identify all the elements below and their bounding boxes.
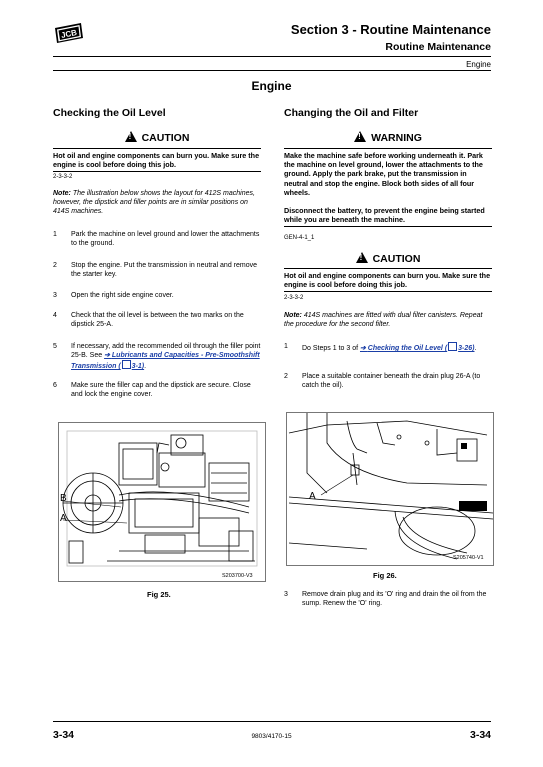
step-number: 1 — [284, 343, 288, 350]
link-page-ref[interactable]: 3-26) — [458, 345, 475, 352]
warning-triangle-icon — [125, 131, 137, 142]
warning-triangle-icon — [356, 252, 368, 263]
footer-divider — [53, 721, 491, 722]
right-step — [284, 372, 492, 392]
figure-label-b: B — [60, 493, 67, 504]
link-page-ref[interactable]: 3-1) — [131, 363, 145, 370]
link-label[interactable]: Checking the Oil Level ( — [367, 345, 448, 352]
right-caution-header — [284, 252, 492, 265]
right-heading: Changing the Oil and Filter — [284, 107, 419, 119]
step-number: 3 — [284, 591, 288, 598]
caution-label: CAUTION — [372, 253, 421, 265]
step-number: 1 — [53, 231, 57, 238]
step-number: 6 — [53, 382, 57, 389]
figure-label-a: A — [309, 491, 316, 502]
drain-plug-illustration — [287, 413, 493, 565]
note-label: Note: — [53, 190, 71, 197]
header-divider — [53, 56, 491, 57]
step-text-lead: Do Steps 1 to 3 of — [302, 345, 360, 352]
step-text: Place a suitable container beneath the drain plug 26-A (to catch the oil). — [302, 373, 481, 389]
figure-caption: Fig 26. — [373, 571, 397, 580]
right-step — [284, 590, 492, 610]
step-text: Park the machine on level ground and lower the attachments to the ground. — [71, 231, 260, 247]
left-step — [53, 261, 261, 281]
drain-plug-figure — [286, 412, 494, 566]
step-text — [302, 342, 492, 353]
step-text-lead: If necessary, add the recommended oil through the filler point 25-B. See — [71, 343, 261, 359]
jcb-logo — [53, 22, 85, 44]
book-icon — [122, 360, 131, 369]
right-warning-box — [284, 148, 492, 229]
section-title: Section 3 - Routine Maintenance — [290, 22, 491, 37]
right-caution-code: 2-3-3-2 — [284, 295, 304, 301]
step-text-tail: . — [474, 345, 477, 352]
step-number: 2 — [284, 373, 288, 380]
left-step — [53, 291, 261, 301]
link-label[interactable]: Lubricants and Capacities - Pre-Smoothshift Transmission ( — [71, 352, 260, 370]
subsection-title: Routine Maintenance — [385, 41, 491, 53]
left-step — [53, 230, 261, 250]
svg-text:JCB: JCB — [60, 28, 78, 40]
right-warning-code: GEN-4-1_1 — [284, 235, 315, 241]
note-label: Note: — [284, 312, 302, 319]
engine-illustration — [59, 423, 265, 581]
left-step — [53, 381, 261, 401]
step-text: Stop the engine. Put the transmission in neutral and remove the starter key. — [71, 262, 257, 278]
left-caution-code: 2-3-3-2 — [53, 174, 73, 180]
step-number: 4 — [53, 312, 57, 319]
figure-label-a: A — [60, 513, 67, 524]
page-number-left: 3-34 — [53, 729, 75, 741]
figure-id: S205740-V1 — [453, 555, 484, 561]
note-text: 414S machines are fitted with dual filter canisters. Repeat the procedure for the second filter. — [284, 312, 483, 328]
topic-label: Engine — [466, 60, 491, 69]
step-text — [71, 342, 261, 371]
step-number: 5 — [53, 343, 57, 350]
figure-id: S203700-V3 — [222, 573, 253, 579]
left-heading: Checking the Oil Level — [53, 107, 166, 119]
right-note — [284, 311, 492, 329]
left-step — [53, 342, 261, 372]
left-caution-box: Hot oil and engine components can burn you. Make sure the engine is cool before doing this job. — [53, 148, 261, 172]
right-step — [284, 342, 492, 362]
page-number-right: 3-34 — [469, 729, 491, 741]
left-note — [53, 189, 261, 216]
right-caution-box: Hot oil and engine components can burn you. Make sure the engine is cool before doing this job. — [284, 268, 492, 292]
step-number: 2 — [53, 262, 57, 269]
warning-triangle-icon — [354, 131, 366, 142]
warning-text-2: Disconnect the battery, to prevent the engine being started while you are beneath the machine. — [284, 206, 492, 227]
step-text-tail: . — [144, 363, 147, 370]
document-number: 9803/4170-15 — [251, 733, 292, 740]
engine-figure — [58, 422, 266, 582]
step-text: Check that the oil level is between the two marks on the dipstick 25-A. — [71, 312, 244, 328]
step-text: Make sure the filler cap and the dipstick are secure. Close and lock the engine cover. — [71, 382, 251, 398]
step-number: 3 — [53, 292, 57, 299]
header-divider-lower — [53, 70, 491, 71]
step-text: Open the right side engine cover. — [71, 292, 174, 299]
left-caution-header — [53, 131, 261, 144]
step-text: Remove drain plug and its 'O' ring and drain the oil from the sump. Renew the 'O' ring. — [302, 591, 487, 607]
note-text: The illustration below shows the layout for 412S machines, however, the dipstick and filler points are in similar positions on 414S machines. — [53, 190, 255, 215]
checking-oil-level-link[interactable]: ➔ Checking the Oil Level ( 3-26) — [360, 345, 475, 352]
caution-label: CAUTION — [141, 132, 190, 144]
left-step — [53, 311, 261, 331]
warning-label: WARNING — [371, 132, 422, 144]
page-title: Engine — [251, 79, 292, 93]
lubricants-link[interactable]: ➔ Lubricants and Capacities - Pre-Smoothshift Transmission ( 3-1) — [71, 352, 260, 370]
warning-text: Make the machine safe before working underneath it. Park the machine on level ground, lower the attachments to the ground. Apply the park brake, put the transmission in neutral and stop the engine. Block both sides of all four wheels. — [284, 151, 483, 197]
right-warning-header — [284, 131, 492, 144]
figure-caption: Fig 25. — [147, 590, 171, 599]
book-icon — [448, 342, 457, 351]
